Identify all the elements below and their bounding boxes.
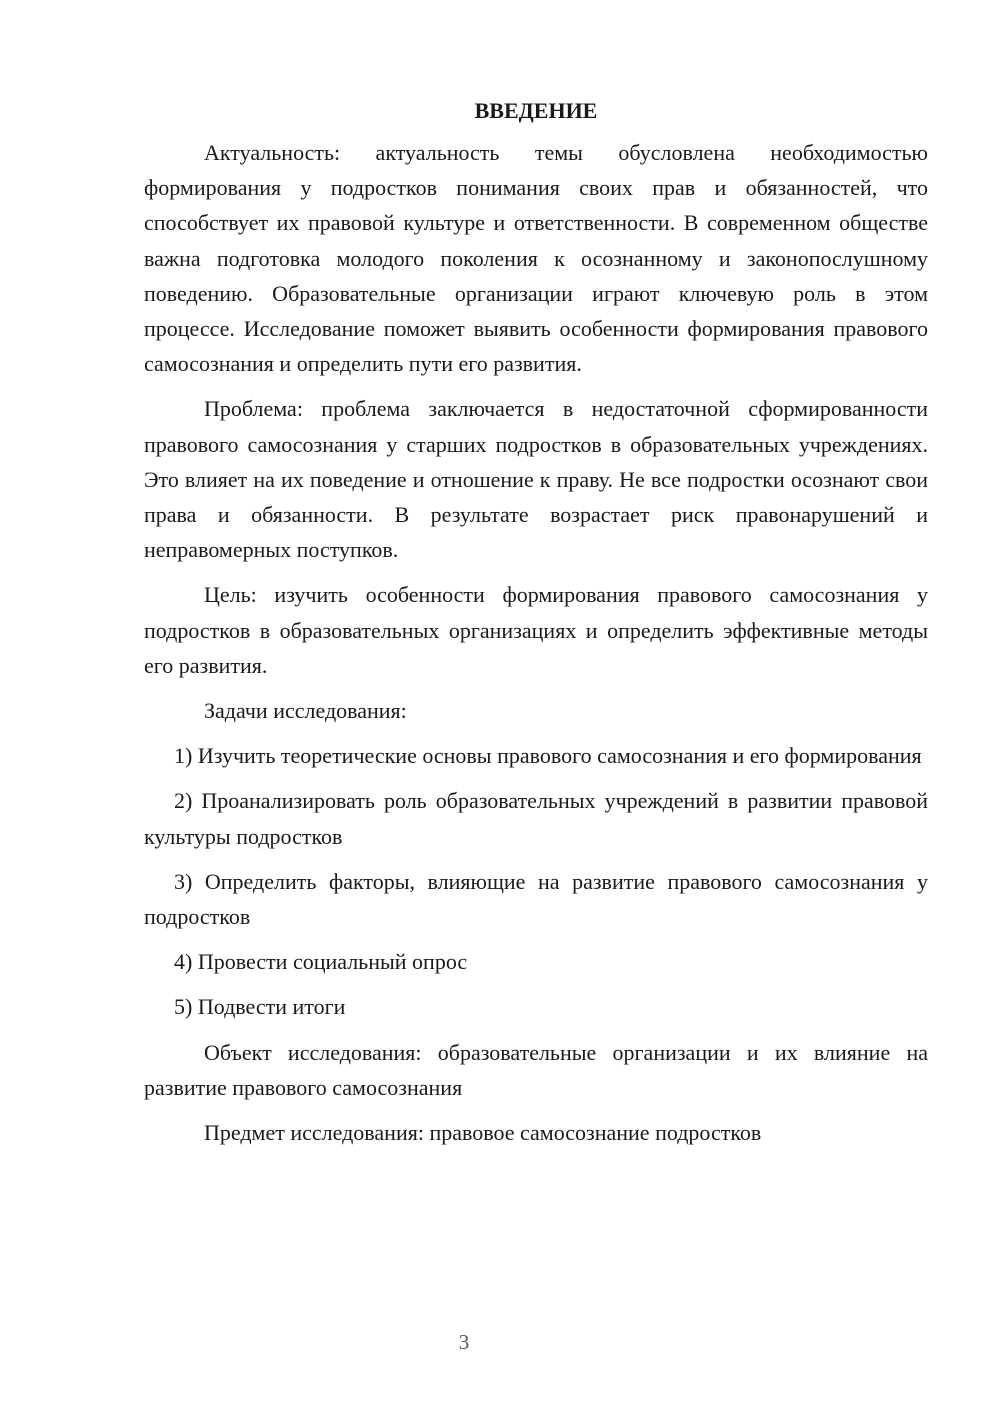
- relevance-paragraph: Актуальность: актуальность темы обусловлена необходимостью формирования у подростков понимания своих прав и обязанностей, что способствует их правовой культуре и ответственности. В современном обществе важна подготовка молодого поколения к осознанному и законопослушному поведению. Образовательные организации играют ключевую роль в этом процессе. Исследование поможет выявить особенности формирования правового самосознания и определить пути его развития.: [144, 140, 928, 377]
- subject-paragraph: Предмет исследования: правовое самосознание подростков: [204, 1120, 762, 1146]
- goal-paragraph: Цель: изучить особенности формирования правового самосознания у подростков в образовательных организациях и определить эффективные методы его развития.: [144, 582, 928, 678]
- task-item-5: 5) Подвести итоги: [174, 994, 346, 1020]
- page-content: [144, 91, 928, 1160]
- task-item-2: 2) Проанализировать роль образовательных учреждений в развитии правовой культуры подростков: [144, 788, 928, 849]
- page-number: 3: [458, 1330, 470, 1354]
- task-item-4: 4) Провести социальный опрос: [174, 949, 468, 975]
- task-item-1: 1) Изучить теоретические основы правового самосознания и его формирования: [174, 743, 922, 769]
- problem-paragraph: Проблема: проблема заключается в недостаточной сформированности правового самосознания у старших подростков в образовательных учреждениях. Это влияет на их поведение и отношение к праву. Не все подростки осознают свои права и обязанности. В результате возрастает риск правонарушений и неправомерных поступков.: [144, 396, 928, 563]
- tasks-heading: Задачи исследования:: [204, 698, 407, 724]
- section-title: ВВЕДЕНИЕ: [474, 98, 598, 123]
- object-paragraph: Объект исследования: образовательные организации и их влияние на развитие правового самосознания: [144, 1039, 928, 1100]
- task-item-3: 3) Определить факторы, влияющие на развитие правового самосознания у подростков: [144, 868, 928, 930]
